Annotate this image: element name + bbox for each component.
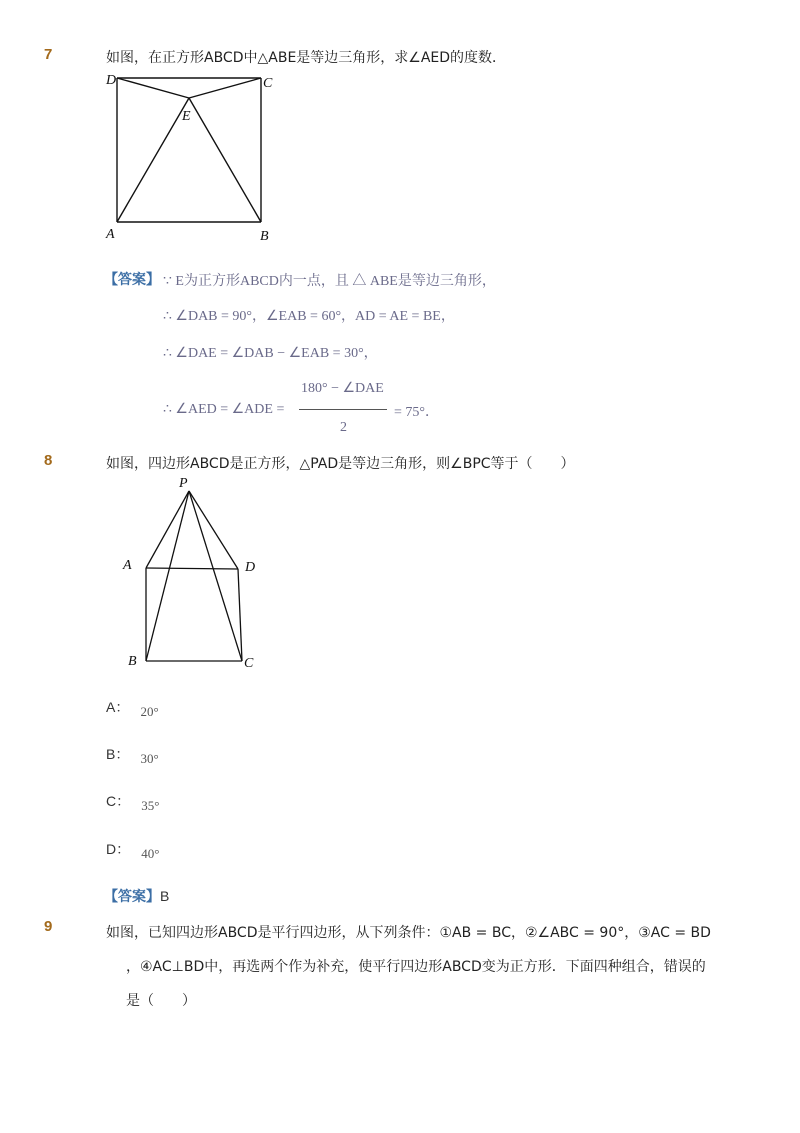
question-7-text: 如图，在正方形ABCD中△ABE是等边三角形，求∠AED的度数． — [106, 50, 507, 66]
option-d[interactable] — [106, 839, 159, 859]
figure-label-a: A — [106, 227, 115, 242]
option-label: C： — [106, 793, 131, 809]
fraction-denominator: 2 — [340, 420, 347, 435]
solution-step-1: ∵ E为正方形ABCD内一点，且 △ ABE是等边三角形， — [163, 274, 496, 289]
answer-row — [104, 886, 169, 906]
option-value: 20° — [140, 704, 159, 719]
option-value: 40° — [141, 846, 160, 861]
option-a[interactable] — [106, 697, 159, 717]
square-triangle-figure — [115, 472, 270, 677]
figure-label-d: D — [106, 73, 117, 88]
figure-label-c: C — [244, 656, 254, 671]
figure-label-p: P — [179, 476, 188, 491]
answer-label: 【答案】 — [104, 889, 160, 905]
figure-label-c: C — [263, 76, 273, 91]
question-9-line-2: ，④AC⊥BD中，再选两个作为补充，使平行四边形ABCD变为正方形．下面四种组合，错误的 — [126, 959, 706, 975]
solution-step-2: ∴ ∠DAB = 90°，∠EAB = 60°，AD = AE = BE， — [163, 309, 455, 324]
option-b[interactable] — [106, 744, 159, 764]
question-9-line-3: 是（ ） — [126, 993, 196, 1009]
figure-label-b: B — [260, 229, 269, 244]
question-8-text: 如图，四边形ABCD是正方形，△PAD是等边三角形，则∠BPC等于（ ） — [106, 456, 575, 472]
square-equilateral-figure — [100, 68, 290, 248]
figure-label-e: E — [182, 109, 191, 124]
question-number-8: 8 — [44, 452, 53, 469]
solution-final-prefix: ∴ ∠AED = ∠ADE = — [163, 402, 285, 417]
figure-label-b: B — [128, 654, 137, 669]
option-value: 35° — [141, 798, 160, 813]
solution-final-suffix: = 75°． — [394, 405, 439, 420]
solution-step-3: ∴ ∠DAE = ∠DAB − ∠EAB = 30°， — [163, 346, 378, 361]
option-label: D： — [106, 841, 131, 857]
option-label: A： — [106, 699, 130, 715]
fraction-numerator: 180° − ∠DAE — [301, 381, 384, 396]
question-number-9: 9 — [44, 918, 53, 935]
option-value: 30° — [140, 751, 159, 766]
question-number-7: 7 — [44, 46, 53, 63]
figure-label-d: D — [245, 560, 256, 575]
figure-label-a: A — [123, 558, 132, 573]
answer-value: B — [160, 888, 170, 904]
option-label: B： — [106, 746, 130, 762]
question-9-line-1: 如图，已知四边形ABCD是平行四边形，从下列条件：①AB = BC，②∠ABC = 90°，③AC = BD — [106, 925, 711, 941]
option-c[interactable] — [106, 791, 159, 811]
answer-label: 【答案】 — [104, 272, 160, 288]
fraction-bar — [299, 409, 387, 410]
